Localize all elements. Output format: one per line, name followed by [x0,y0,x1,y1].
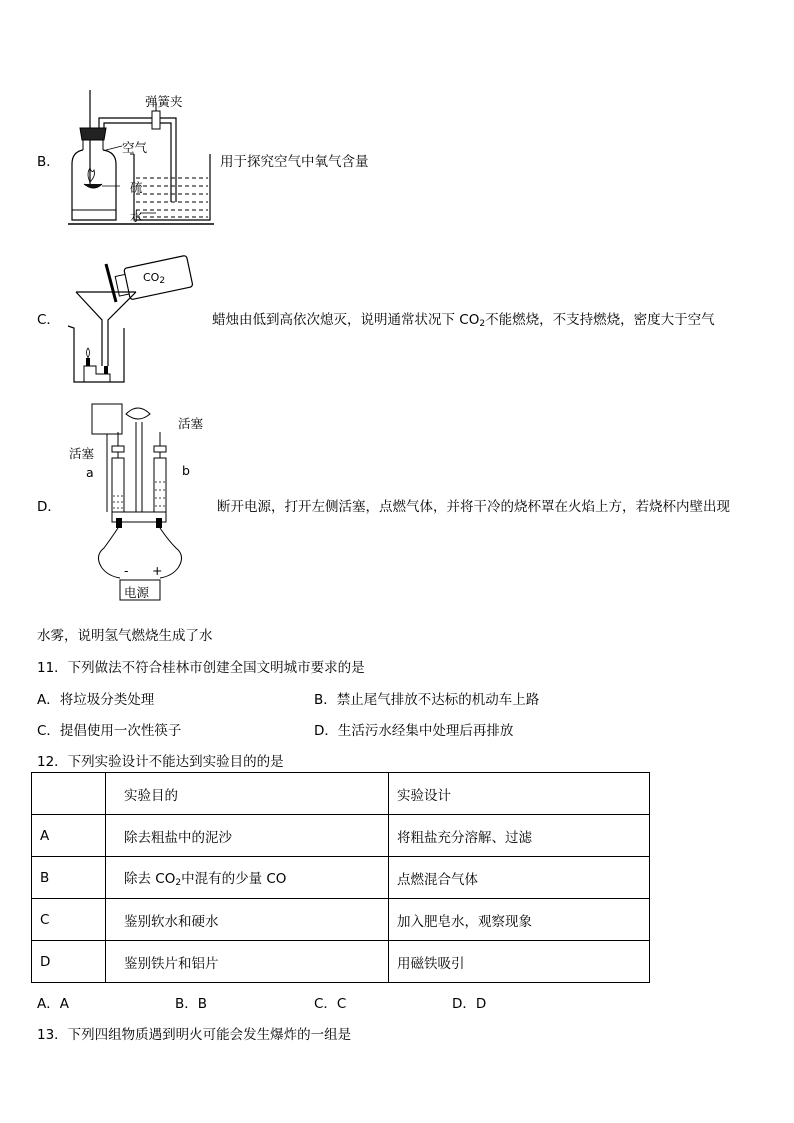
option-d-text-cont: 水雾，说明氢气燃烧生成了水 [37,628,213,644]
table-header-row [32,773,650,815]
air-label: 空气 [122,140,148,155]
row-goal: 鉴别软水和硬水 [106,899,389,941]
q11-option-b: B．禁止尾气排放不达标的机动车上路 [314,692,540,708]
co2-bottle-label: $CO_2$ [143,271,166,286]
row-goal: 鉴别铁片和铝片 [106,941,389,983]
q11-stem: 11．下列做法不符合桂林市创建全国文明城市要求的是 [37,660,365,676]
option-b-letter: B． [37,154,60,170]
q13-stem: 13．下列四组物质遇到明火可能会发生爆炸的一组是 [37,1027,352,1043]
q12-option-d: D．D [452,996,487,1012]
power-label: 电源 [124,585,150,600]
row-label: D [32,941,106,983]
table-header: 实验目的 [106,773,389,815]
q11-option-a: A．将垃圾分类处理 [37,692,155,708]
valve-left-label: 活塞 [69,446,95,461]
row-label: C [32,899,106,941]
q12-option-b: B．B [175,996,208,1012]
table-row [32,899,650,941]
q12-stem: 12．下列实验设计不能达到实验目的的是 [37,754,284,770]
row-design: 将粗盐充分溶解、过滤 [389,815,650,857]
option-d-text: 断开电源，打开左侧活塞，点燃气体，并将干冷的烧杯罩在火焰上方，若烧杯内壁出现 [217,499,730,515]
table-row [32,857,650,899]
row-goal: 除去 $CO_2$中混有的少量 CO [106,857,389,899]
option-b-text: 用于探究空气中氧气含量 [220,154,369,170]
plus-label: + [152,563,163,578]
row-goal: 除去粗盐中的泥沙 [106,815,389,857]
tube-a-label: a [86,465,94,480]
water-label: 水 [130,209,143,224]
q11-option-c: C．提倡使用一次性筷子 [37,723,182,739]
table-header: 实验设计 [389,773,650,815]
option-d-letter: D． [37,499,61,515]
option-c-text: 蜡烛由低到高依次熄灭，说明通常状况下 $CO_2$不能燃烧，不支持燃烧，密度大于空气 [212,312,715,329]
table-row [32,815,650,857]
q12-option-c: C．C [314,996,347,1012]
minus-label: - [124,563,129,578]
valve-right-label: 活塞 [178,416,204,431]
option-c-letter: C． [37,312,60,328]
row-design: 点燃混合气体 [389,857,650,899]
row-design: 加入肥皂水，观察现象 [389,899,650,941]
row-label: B [32,857,106,899]
co2-candle-apparatus [66,248,196,388]
table-row [32,941,650,983]
row-design: 用磁铁吸引 [389,941,650,983]
q12-table [31,772,650,983]
q12-option-a: A．A [37,996,69,1012]
row-label: A [32,815,106,857]
sulfur-label: 硫 [130,180,143,195]
tube-b-label: b [182,463,190,478]
clamp-label: 弹簧夹 [145,94,183,109]
table-header [32,773,106,815]
q11-option-d: D．生活污水经集中处理后再排放 [314,723,514,739]
